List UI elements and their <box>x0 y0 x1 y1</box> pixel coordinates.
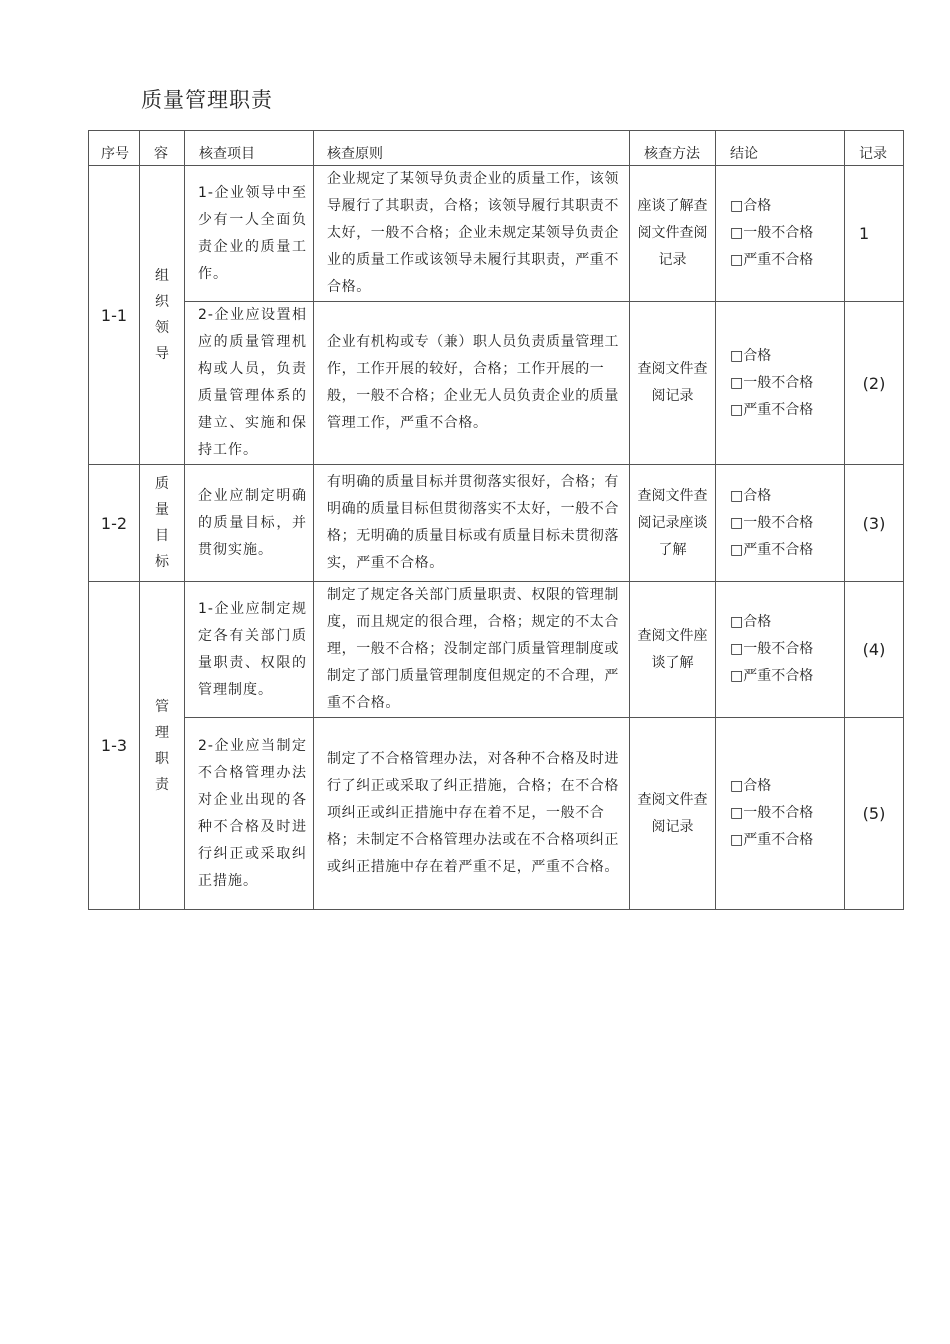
header-method: 核查方法 <box>630 131 716 166</box>
group-name: 质 量 目 标 <box>140 465 185 582</box>
check-principle: 企业规定了某领导负责企业的质量工作，该领导履行了其职责，合格；该领导履行其职责不太好，一般不合格；企业未规定某领导负责企业的质量工作或该领导未履行其职责，严重不合格。 <box>314 166 630 302</box>
check-item: 2-企业应当制定不合格管理办法对企业出现的各种不合格及时进行纠正或采取纠正措施。 <box>185 718 314 910</box>
record-ref: (3) <box>845 465 904 582</box>
inspection-table <box>88 130 904 910</box>
check-principle: 制定了规定各关部门质量职责、权限的管理制度，而且规定的很合理，合格；规定的不太合理，一般不合格；没制定部门质量管理制度或制定了部门质量管理制度但规定的不合理，严重不合格。 <box>314 582 630 718</box>
record-ref: (2) <box>845 302 904 465</box>
header-conclusion: 结论 <box>716 131 845 166</box>
check-method: 查阅文件座谈了解 <box>630 582 716 718</box>
header-content: 容 <box>140 131 185 166</box>
group-name: 组 织 领 导 <box>140 166 185 465</box>
check-item: 1-企业应制定规定各有关部门质量职责、权限的管理制度。 <box>185 582 314 718</box>
conclusion-options <box>716 302 845 465</box>
option-pass: □合格 <box>730 487 772 504</box>
record-ref: 1 <box>845 166 904 302</box>
option-pass: □合格 <box>730 198 772 214</box>
option-minor-fail: □一般不合格 <box>730 374 814 391</box>
header-record: 记录 <box>845 131 904 166</box>
header-row <box>89 131 904 166</box>
check-principle: 有明确的质量目标并贯彻落实很好，合格；有明确的质量目标但贯彻落实不太好，一般不合格；无明确的质量目标或有质量目标未贯彻落实，严重不合格。 <box>314 465 630 582</box>
option-minor-fail: □一般不合格 <box>730 805 814 821</box>
option-minor-fail: □一般不合格 <box>730 225 814 241</box>
table-row <box>89 302 904 465</box>
option-minor-fail: □一般不合格 <box>730 641 814 657</box>
check-item: 1-企业领导中至少有一人全面负责企业的质量工作。 <box>185 166 314 302</box>
check-method: 查阅文件查阅记录 <box>630 718 716 910</box>
option-major-fail: □严重不合格 <box>730 668 814 684</box>
table-row <box>89 166 904 302</box>
header-item: 核查项目 <box>185 131 314 166</box>
record-ref: (5) <box>845 718 904 910</box>
group-id: 1-1 <box>89 166 140 465</box>
option-major-fail: □严重不合格 <box>730 541 814 558</box>
page-title: 质量管理职责 <box>141 88 273 112</box>
option-pass: □合格 <box>730 778 772 794</box>
table-row <box>89 718 904 910</box>
check-principle: 制定了不合格管理办法，对各种不合格及时进行了纠正或采取了纠正措施，合格；在不合格项纠正或纠正措施中存在着不足，一般不合格；未制定不合格管理办法或在不合格项纠正或纠正措施中存在着严重不足，严重不合格。 <box>314 718 630 910</box>
header-seq: 序号 <box>89 131 140 166</box>
check-principle: 企业有机构或专（兼）职人员负责质量管理工作，工作开展的较好，合格；工作开展的一般，一般不合格；企业无人员负责企业的质量管理工作，严重不合格。 <box>314 302 630 465</box>
option-pass: □合格 <box>730 347 772 364</box>
conclusion-options <box>716 465 845 582</box>
record-ref: (4) <box>845 582 904 718</box>
conclusion-options <box>716 166 845 302</box>
table-row <box>89 465 904 582</box>
check-item: 企业应制定明确的质量目标，并贯彻实施。 <box>185 465 314 582</box>
group-id: 1-2 <box>89 465 140 582</box>
conclusion-options <box>716 582 845 718</box>
option-major-fail: □严重不合格 <box>730 252 814 268</box>
option-pass: □合格 <box>730 614 772 630</box>
group-id: 1-3 <box>89 582 140 910</box>
check-method: 查阅文件查阅记录 <box>630 302 716 465</box>
option-major-fail: □严重不合格 <box>730 832 814 848</box>
conclusion-options <box>716 718 845 910</box>
check-method: 查阅文件查阅记录座谈了解 <box>630 465 716 582</box>
check-method: 座谈了解查阅文件查阅记录 <box>630 166 716 302</box>
option-minor-fail: □一般不合格 <box>730 514 814 531</box>
header-principle: 核查原则 <box>314 131 630 166</box>
group-name: 管 理 职 责 <box>140 582 185 910</box>
check-item: 2-企业应设置相应的质量管理机构或人员，负责质量管理体系的建立、实施和保持工作。 <box>185 302 314 465</box>
option-major-fail: □严重不合格 <box>730 401 814 418</box>
table-row <box>89 582 904 718</box>
